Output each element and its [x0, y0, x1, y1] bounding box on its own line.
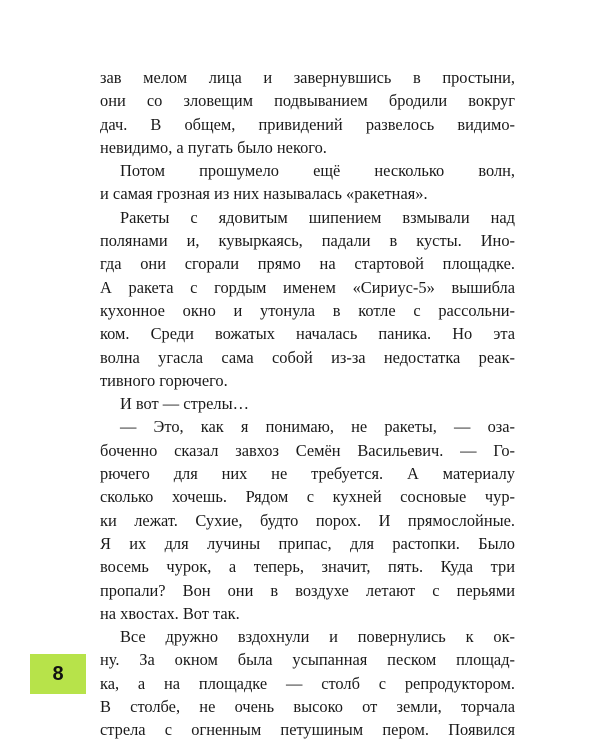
text-line: сколько хочешь. Рядом с кухней сосновые чур- [100, 487, 515, 507]
text-line: пропали? Вон они в воздухе летают с перьями [100, 580, 515, 600]
text-line: восемь чурок, а теперь, значит, пять. Куда три [100, 557, 515, 577]
text-line: Я их для лучины припас, для растопки. Было [100, 533, 515, 553]
text-line: рючего для них не требуется. А материалу [100, 464, 515, 484]
text-line: невидимо, а пугать было некого. [100, 137, 327, 157]
text-line: стрела с огненным петушиным пером. Появился [100, 720, 515, 740]
page-number: 8 [52, 662, 64, 685]
text-line: А ракета с гордым именем «Сириус-5» вышибла [100, 277, 515, 297]
text-line: дач. В общем, привидений развелось видимо- [100, 114, 515, 134]
text-line: зав мелом лица и завернувшись в простыни, [100, 68, 515, 87]
page-number-tab [30, 654, 86, 694]
body-text [100, 66, 515, 742]
text-line: — Это, как я понимаю, не ракеты, — оза- [120, 417, 515, 437]
text-line: ну. За окном была усыпанная песком площад- [100, 650, 515, 670]
text-line: гда они сгорали прямо на стартовой площадке. [100, 254, 515, 274]
text-line: на хвостах. Вот так. [100, 603, 240, 623]
text-line: В столбе, не очень высоко от земли, торчала [100, 697, 515, 717]
text-line: Ракеты с ядовитым шипением взмывали над [120, 207, 515, 227]
text-line: ка, а на площадке — столб с репродуктором. [100, 673, 515, 693]
text-line: Потом прошумело ещё несколько волн, [120, 161, 515, 181]
text-line: И вот — стрелы… [120, 394, 249, 414]
text-line: волна угасла сама собой из-за недостатка реак- [100, 347, 515, 367]
text-line: Все дружно вздохнули и повернулись к ок- [120, 627, 515, 647]
text-line: тивного горючего. [100, 370, 228, 390]
text-line: кухонное окно и утонула в котле с рассольни- [100, 300, 515, 320]
text-line: и самая грозная из них называлась «ракетная». [100, 184, 428, 204]
text-line: ки лежат. Сухие, будто порох. И прямослойные. [100, 510, 515, 530]
text-line: полянами и, кувыркаясь, падали в кусты. Ино- [100, 231, 515, 251]
text-line: ком. Среди вожатых началась паника. Но эта [100, 324, 515, 344]
text-line: боченно сказал завхоз Семён Васильевич. — Го- [100, 440, 515, 460]
text-line: они со зловещим подвыванием бродили вокруг [100, 91, 515, 111]
